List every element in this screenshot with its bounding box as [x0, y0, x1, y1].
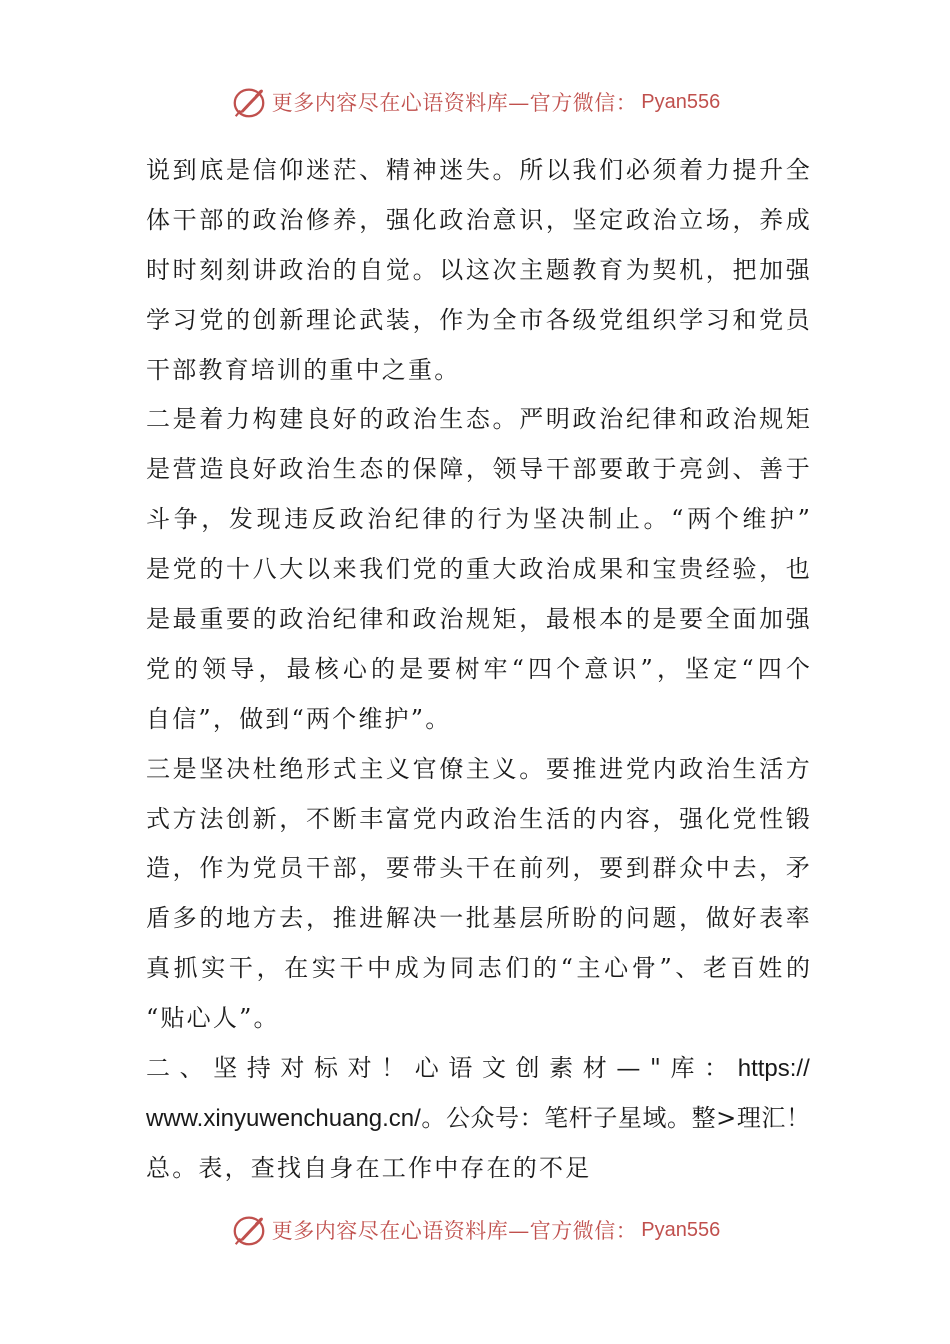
- body-text-line: 说 到 底 是 信 仰 迷 茫 、 精 神 迷 失 。 所 以 我 们 必 须 着 力 提 升 全: [146, 156, 810, 184]
- header-banner: [0, 80, 950, 124]
- body-text-line: 盾 多 的 地 方 去 ， 推 进 解 决 一 批 基 层 所 盼 的 问 题 ， 做 好 表 率: [146, 904, 810, 933]
- body-text-line: 造 ， 作 为 党 员 干 部 ， 要 带 头 干 在 前 列 ， 要 到 群 众 中 去 ， 矛: [146, 854, 810, 883]
- body-text-line: 二 是 着 力 构 建 良 好 的 政 治 生 态 。 严 明 政 治 纪 律 和 政 治 规 矩: [146, 405, 810, 434]
- body-text-line: 学 习 党 的 创 新 理 论 武 装 ， 作 为 全 市 各 级 党 组 织 学 习 和 党 员: [146, 305, 810, 334]
- feather-pen-logo-icon: [230, 1211, 268, 1249]
- brand-text: 更多内容尽在心语资料库—官方微信：: [271, 1219, 638, 1243]
- body-text-line: “贴心人”。: [146, 1004, 280, 1033]
- body-text-line: 是 营 造 良 好 政 治 生 态 的 保 障 ， 领 导 干 部 要 敢 于 亮 剑 、 善 于: [146, 455, 810, 484]
- body-text-line: 二 、 坚 持 对 标 对 ！ 心 语 文 创 素 材 — " 库 ： https://: [146, 1054, 810, 1083]
- document-body: [146, 146, 810, 1194]
- body-text-line: www.xinyuwenchuang.cn/ 。 公 众 号 ： 笔 杆 子 星 域 。 整 > 理 汇 ！: [146, 1103, 810, 1132]
- body-text-line: 干部教育培训的重中之重。: [146, 355, 461, 384]
- footer-banner: [0, 1208, 950, 1252]
- wechat-id: Pyan556: [641, 1218, 721, 1241]
- wechat-id: Pyan556: [641, 90, 721, 113]
- body-text-line: 三 是 坚 决 杜 绝 形 式 主 义 官 僚 主 义 。 要 推 进 党 内 政 治 生 活 方: [146, 754, 810, 783]
- body-text-line: 斗 争 ， 发 现 违 反 政 治 纪 律 的 行 为 坚 决 制 止 。 “ 两 个 维 护 ”: [146, 505, 810, 534]
- body-text-line: 是 最 重 要 的 政 治 纪 律 和 政 治 规 矩 ， 最 根 本 的 是 要 全 面 加 强: [146, 605, 810, 634]
- body-text-line: 是 党 的 十 八 大 以 来 我 们 党 的 重 大 政 治 成 果 和 宝 贵 经 验 ， 也: [146, 555, 810, 584]
- body-text-line: 总。表，查找自身在工作中存在的不足: [146, 1153, 592, 1182]
- brand-text: 更多内容尽在心语资料库—官方微信：: [271, 91, 638, 115]
- body-text-line: 真 抓 实 干 ， 在 实 干 中 成 为 同 志 们 的 “ 主 心 骨 ” 、 老 百 姓 的: [146, 954, 810, 983]
- body-text-line: 自信”，做到“两个维护”。: [146, 704, 452, 733]
- body-text-line: 党 的 领 导 ， 最 核 心 的 是 要 树 牢 “ 四 个 意 识 ” ， 坚 定 “ 四 个: [146, 654, 810, 683]
- feather-pen-logo-icon: [230, 83, 268, 121]
- body-text-line: 体 干 部 的 政 治 修 养 ， 强 化 政 治 意 识 ， 坚 定 政 治 立 场 ， 养 成: [146, 205, 810, 234]
- body-text-line: 时 时 刻 刻 讲 政 治 的 自 觉 。 以 这 次 主 题 教 育 为 契 机 ， 把 加 强: [146, 255, 810, 284]
- body-text-line: 式 方 法 创 新 ， 不 断 丰 富 党 内 政 治 生 活 的 内 容 ， 强 化 党 性 锻: [146, 804, 810, 833]
